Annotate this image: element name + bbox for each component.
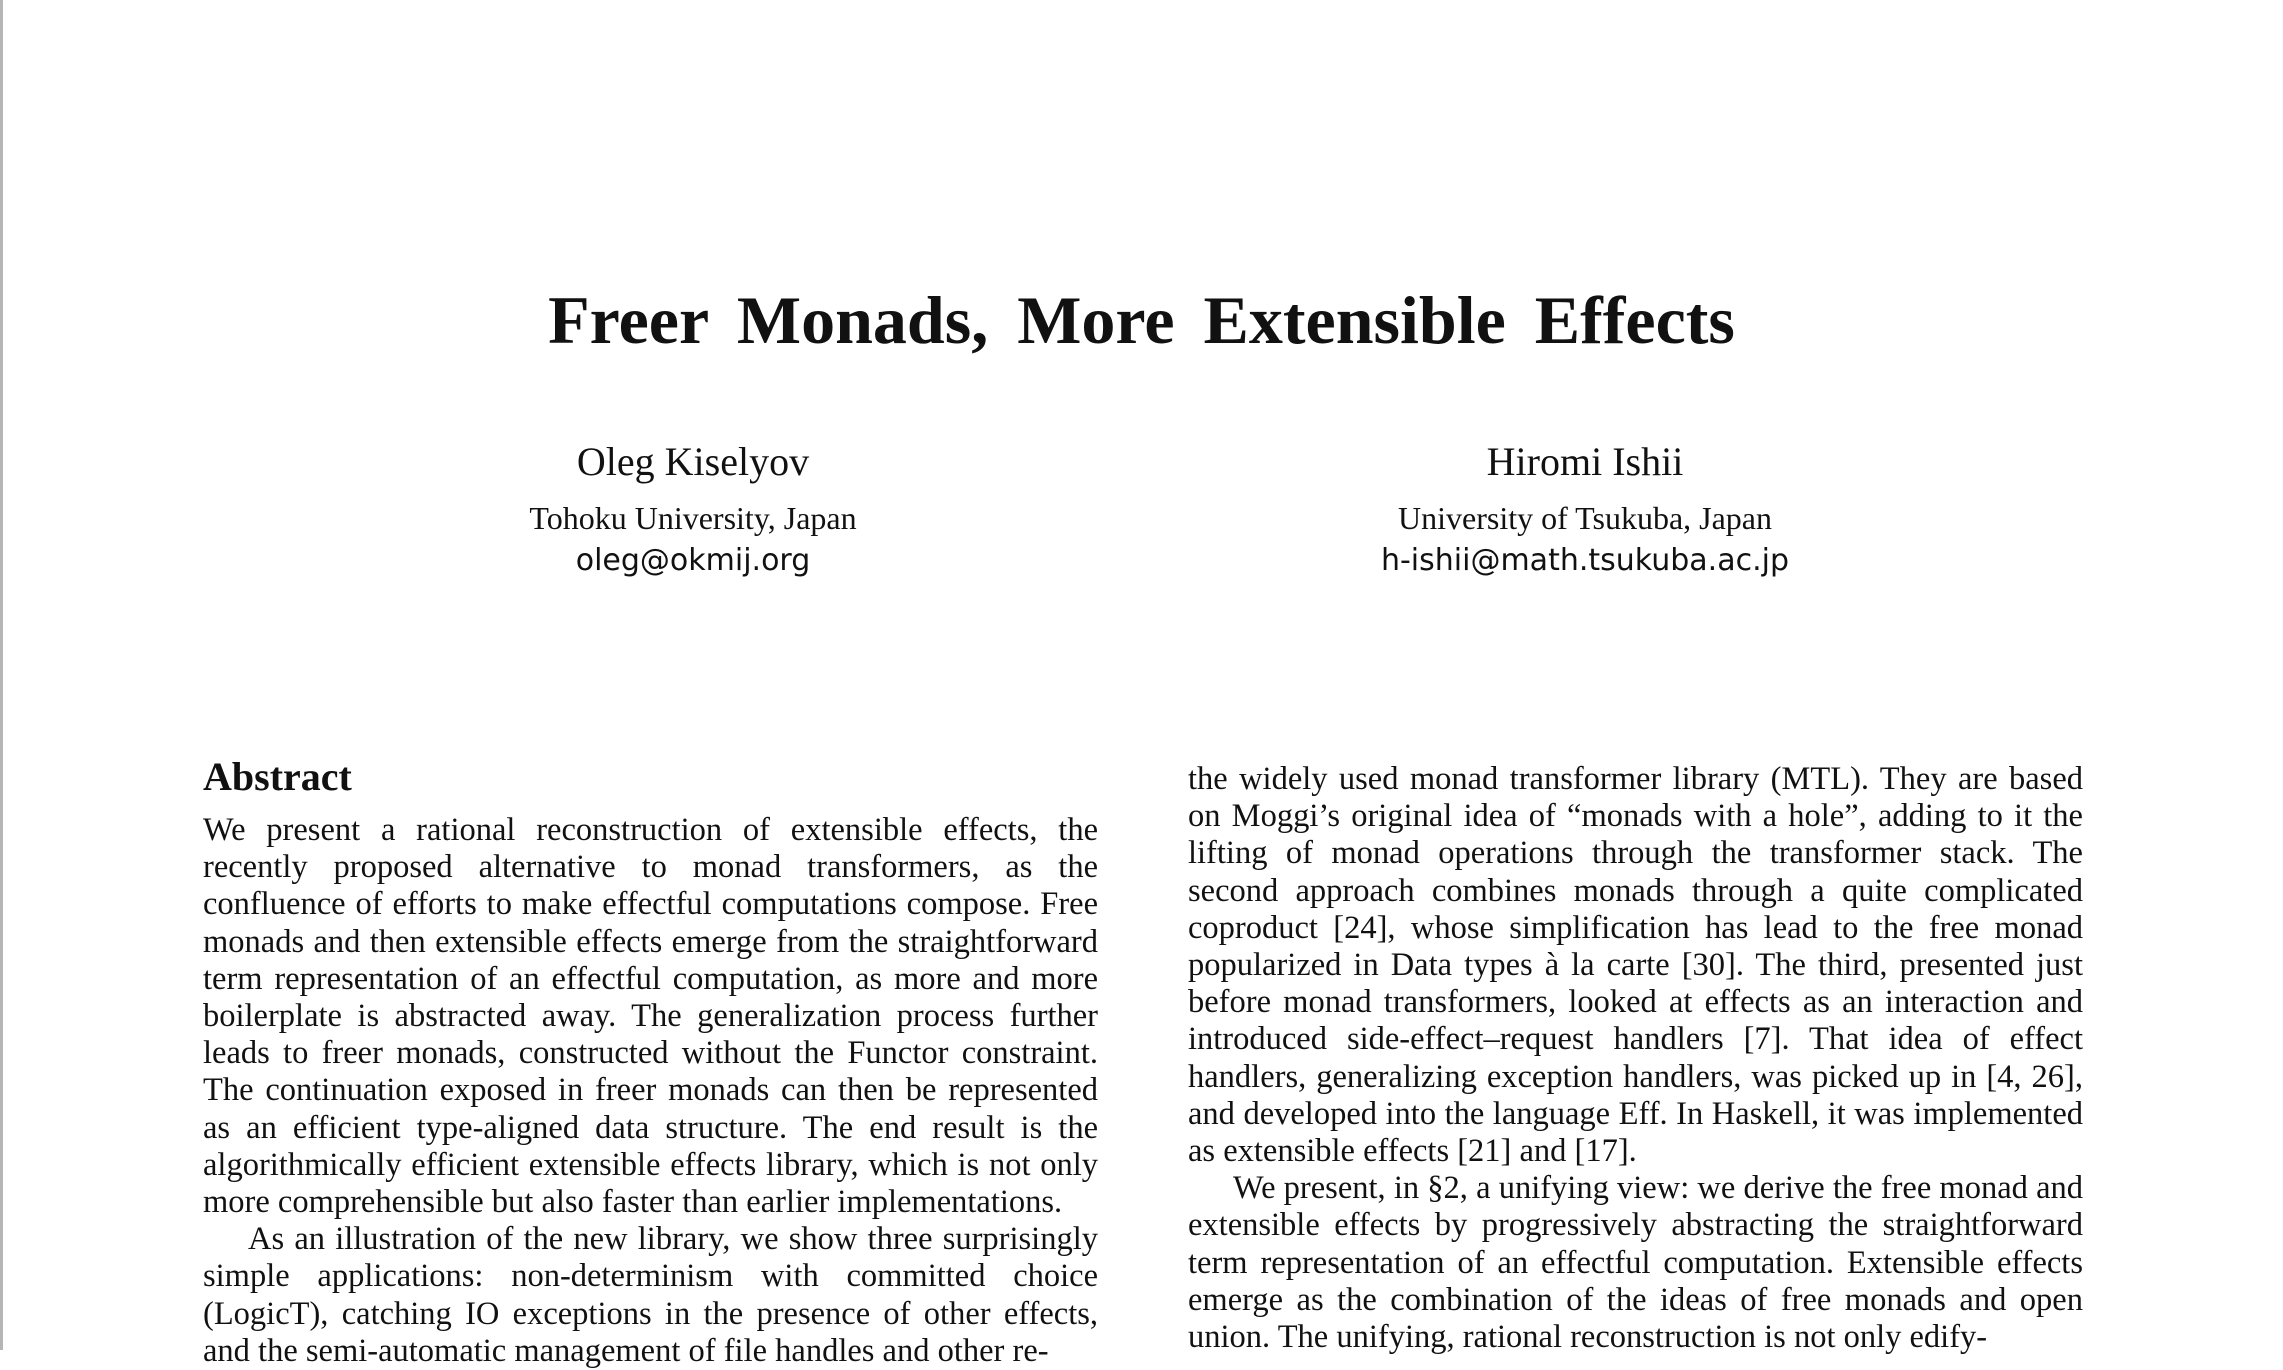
author-name: Oleg Kiselyov: [576, 439, 810, 484]
intro-paragraph-1: the widely used monad transformer library (MTL). They are based on Moggi’s original idea of “monads with a hole”, adding to it the lifting of monad operations through the transformer stack. The second approach combines monads through a quite complicated coproduct [24], whose simplification has lead to the free monad popularized in Data types à la carte [30]. The third, presented just before monad transformers, looked at effects as an interaction and introduced side-effect–request handlers [7]. That idea of effect handlers, generalizing exception handlers, was picked up in [4, 26], and developed into the language Eff. In Haskell, it was implemented as extensible effects [21] and [17].: [1188, 761, 2083, 1170]
right-column: [1188, 761, 2083, 1356]
abstract-paragraph-2: As an illustration of the new library, we show three surprisingly simple applications: non-determinism with committed choice (LogicT), catching IO exceptions in the presence of other effects, and the semi-automatic management of file handles and other re-: [203, 1221, 1098, 1369]
left-column: [203, 752, 1098, 1370]
author-affiliation: Tohoku University, Japan: [529, 500, 857, 536]
author-block-1: [343, 435, 1043, 583]
author-email: h-ishii@math.tsukuba.ac.jp: [1380, 543, 1790, 578]
author-name: Hiromi Ishii: [1486, 439, 1684, 484]
abstract-paragraph-1: We present a rational reconstruction of extensible effects, the recently proposed alternative to monad transformers, as the confluence of efforts to make effectful computations compose. Free monads and then extensible effects emerge from the straightforward term representation of an effectful computation, as more and more boilerplate is abstracted away. The generalization process further leads to freer monads, constructed without the Functor constraint. The continuation exposed in freer monads can then be represented as an efficient type-aligned data structure. The end result is the algorithmically efficient extensible effects library, which is not only more comprehensible but also faster than earlier implementations.: [203, 812, 1098, 1221]
author-affiliation: University of Tsukuba, Japan: [1398, 500, 1772, 536]
author-email: oleg@okmij.org: [575, 543, 811, 578]
author-block-2: [1235, 435, 1935, 583]
page-left-edge: [0, 0, 3, 1350]
abstract-heading: Abstract: [203, 754, 352, 799]
paper-title: Freer Monads, More Extensible Effects: [548, 282, 1735, 358]
intro-paragraph-2: We present, in §2, a unifying view: we derive the free monad and extensible effects by progressively abstracting the straightforward term representation of an effectful computation. Extensible effects emerge as the combination of the ideas of free monads and open union. The unifying, rational reconstruction is not only edify-: [1188, 1170, 2083, 1356]
